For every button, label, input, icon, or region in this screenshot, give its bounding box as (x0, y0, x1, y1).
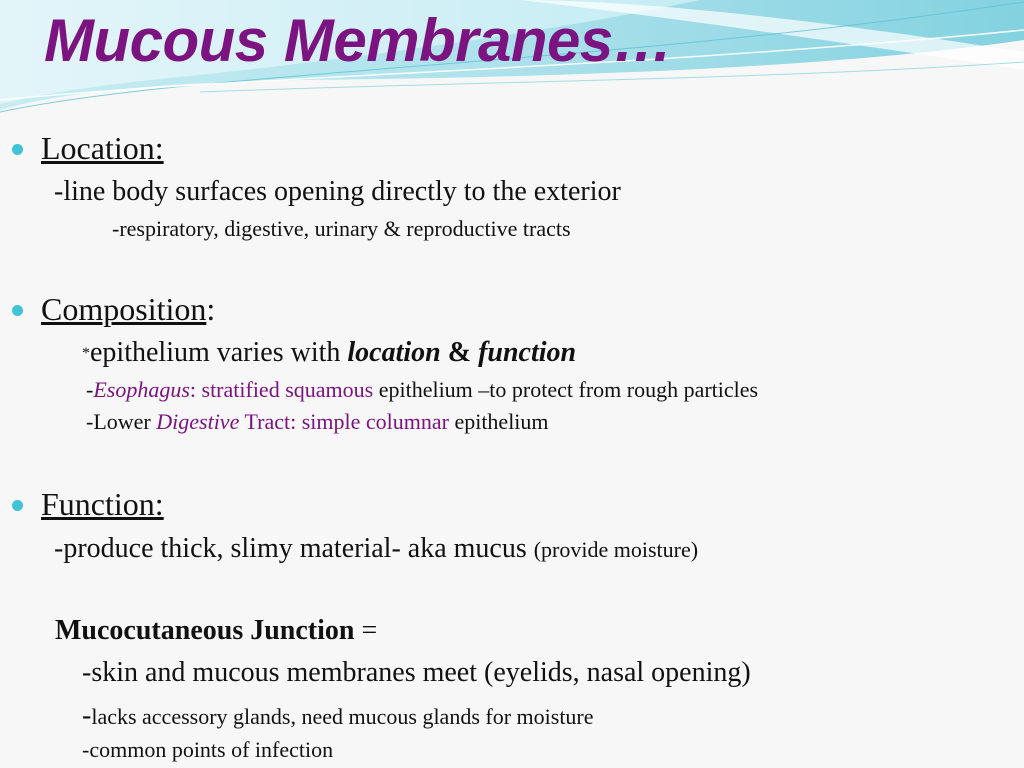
composition-line-2-rest: epithelium –to protect from rough particles (373, 377, 759, 402)
composition-line-3-rest: epithelium (448, 409, 549, 434)
bullet-composition (12, 305, 23, 316)
stratified-squamous: : stratified squamous (189, 377, 374, 402)
function-line-3 (82, 700, 594, 732)
composition-heading-colon: : (206, 291, 216, 327)
composition-heading (41, 291, 215, 328)
junction-eq: = (354, 615, 378, 646)
function-line-1-text: -produce thick, slimy material- aka mucus (54, 533, 534, 564)
composition-line-1 (82, 337, 576, 369)
digestive-em: Digestive (156, 409, 240, 434)
slide-title: Mucous Membranes… (44, 7, 673, 74)
composition-function-em: function (478, 337, 577, 368)
bullet-location (12, 144, 23, 155)
composition-location-em: location (347, 337, 441, 368)
esophagus-em: Esophagus (93, 377, 190, 402)
composition-star: * (82, 345, 90, 362)
composition-line-3 (86, 409, 549, 435)
composition-heading-text: Composition (41, 291, 207, 327)
function-line-1 (54, 533, 698, 565)
function-heading: Function: (41, 486, 164, 522)
function-line-1-paren: (provide moisture) (533, 537, 699, 562)
function-line-3-dash: - (82, 700, 92, 731)
location-line-2: -respiratory, digestive, urinary & reproductive tracts (112, 216, 571, 241)
location-heading: Location: (41, 130, 164, 166)
bullet-function (12, 500, 23, 511)
composition-line-2 (86, 377, 758, 403)
composition-line-1-text: epithelium varies with (90, 337, 348, 368)
composition-line-3-prefix: -Lower (86, 409, 157, 434)
function-line-2: -skin and mucous membranes meet (eyelids, nasal opening) (82, 657, 751, 688)
composition-line-2-dash: - (86, 377, 94, 402)
function-line-3-text: lacks accessory glands, need mucous glands for moisture (91, 704, 594, 729)
junction-bold: Mucocutaneous Junction (55, 615, 355, 646)
junction-line (55, 615, 377, 647)
function-line-4: -common points of infection (82, 737, 334, 762)
composition-amp: & (440, 337, 479, 368)
location-line-1: -line body surfaces opening directly to the exterior (54, 176, 621, 207)
simple-columnar: Tract: simple columnar (239, 409, 449, 434)
